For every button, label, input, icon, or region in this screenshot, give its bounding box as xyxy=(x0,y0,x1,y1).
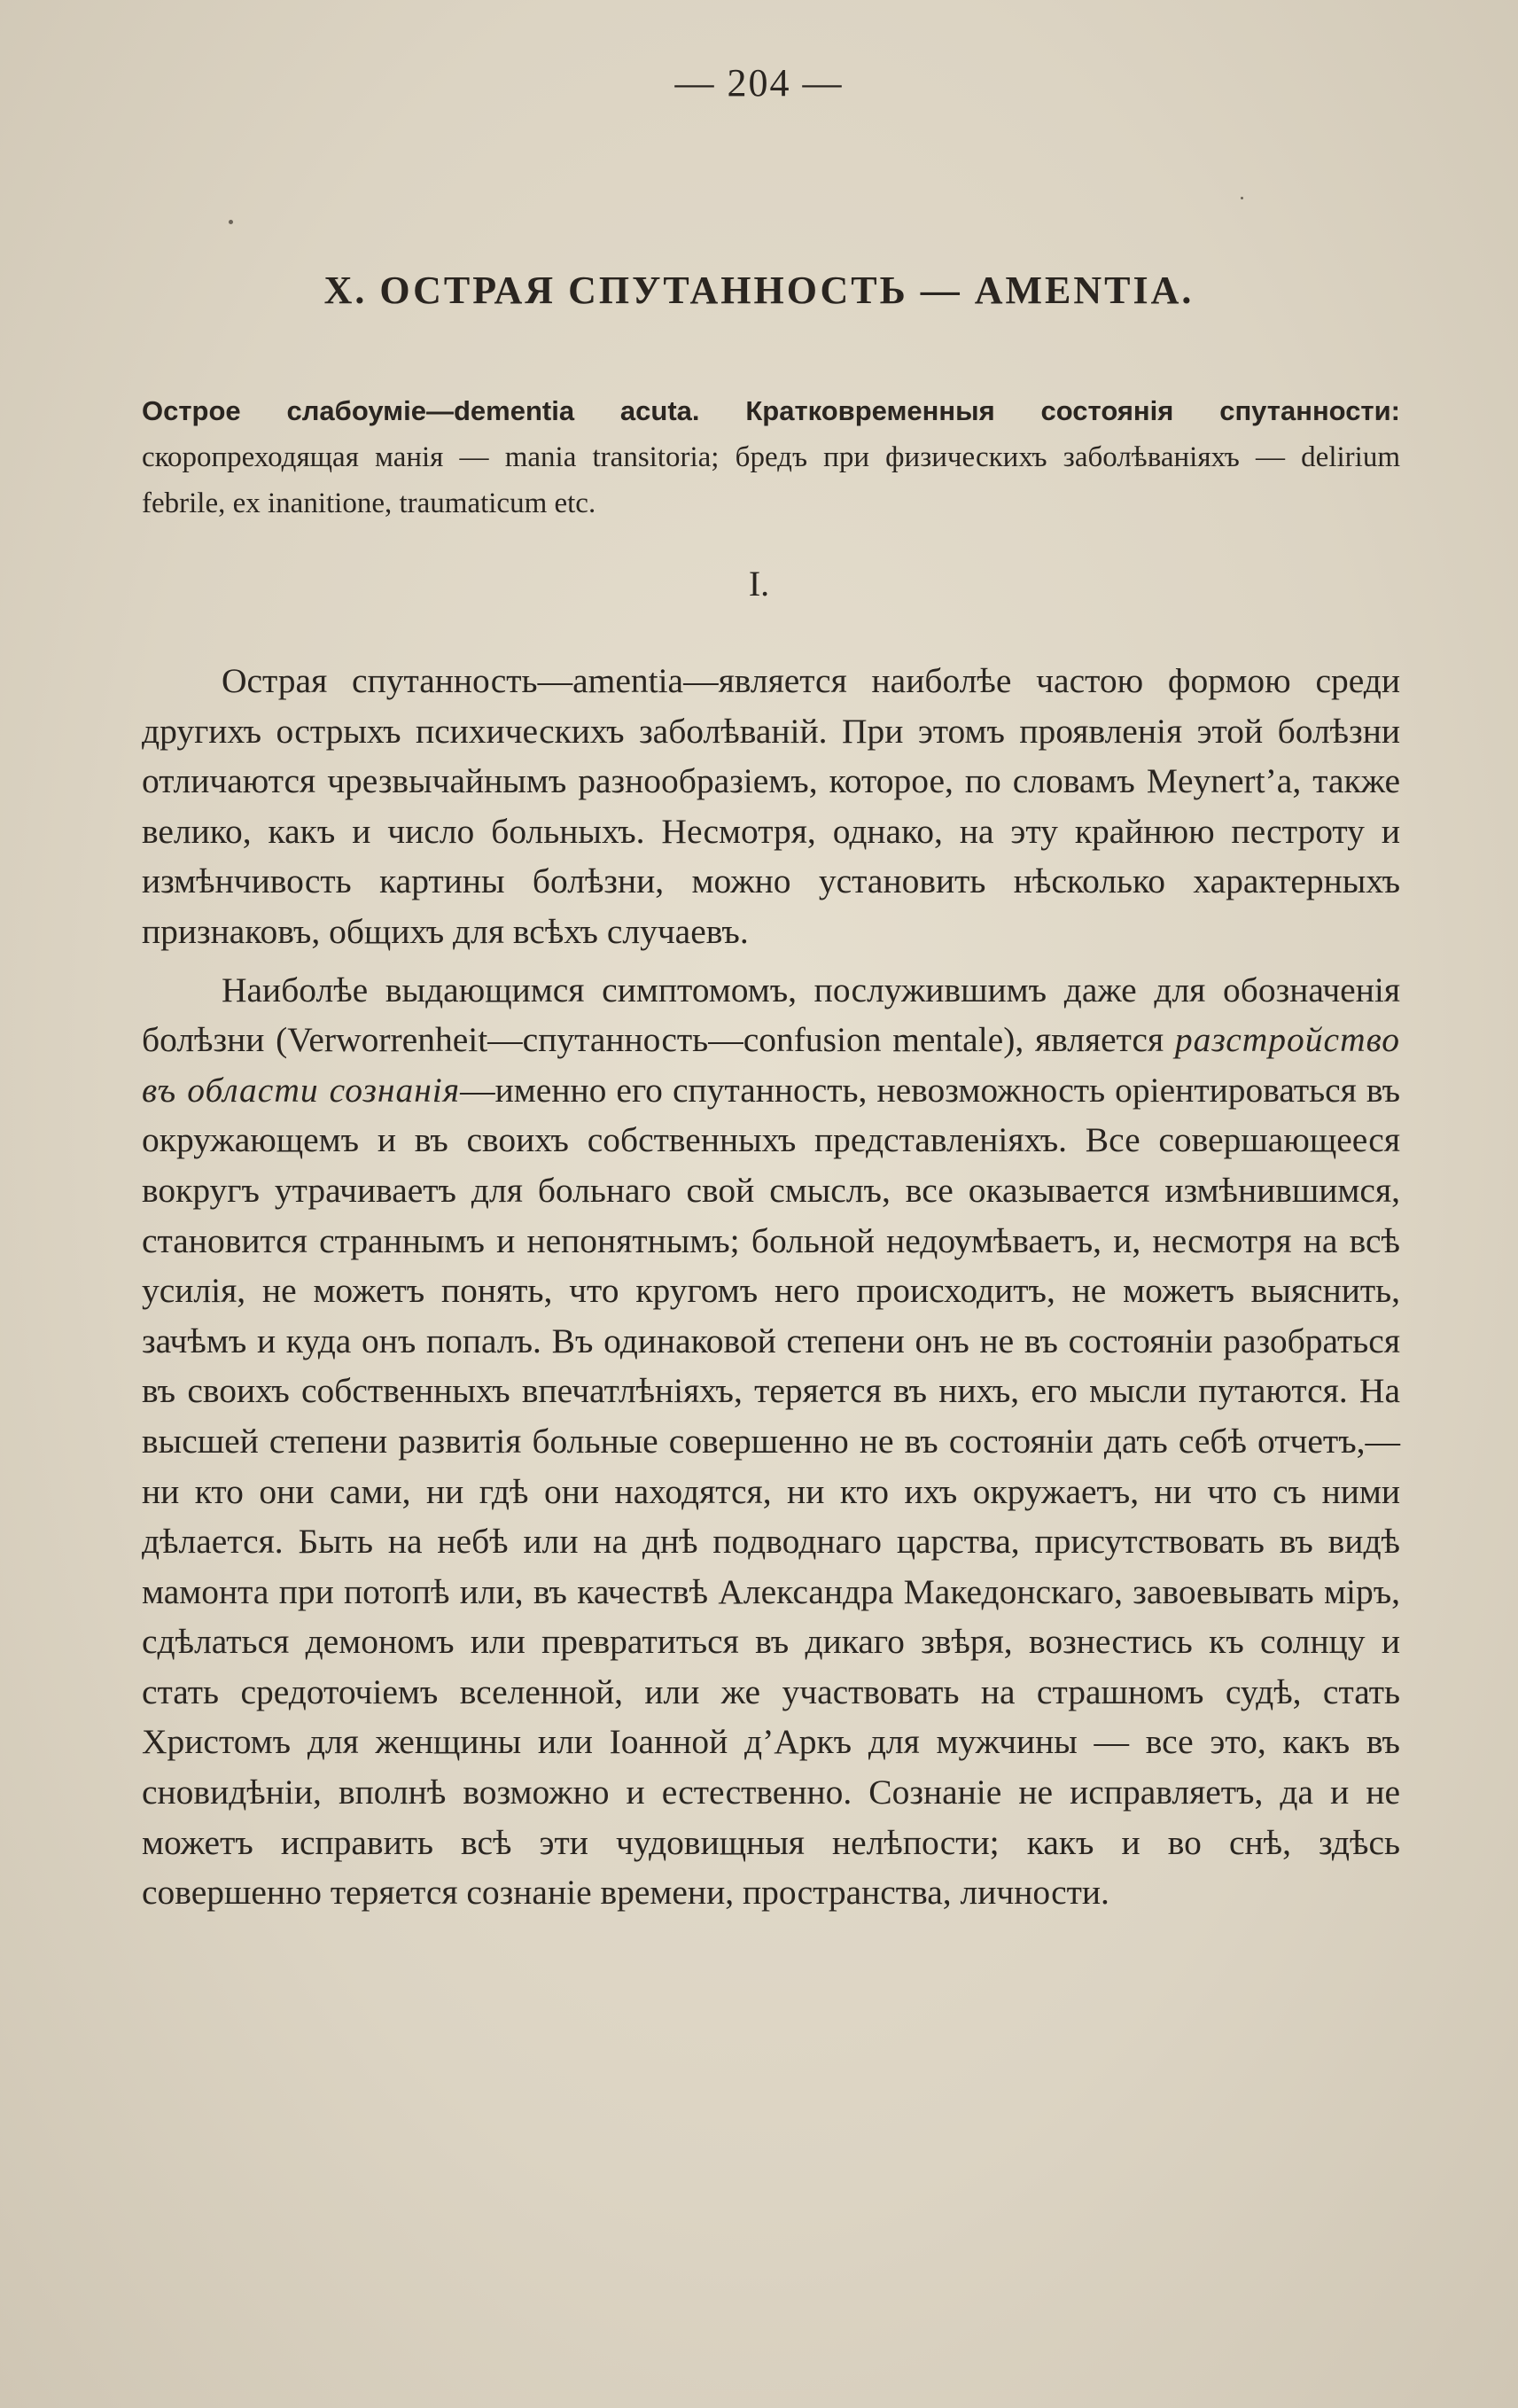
paper-speck xyxy=(1241,197,1243,199)
chapter-subtitle xyxy=(142,388,1400,526)
paragraph-1: Острая спутанность—amentia—является наиболѣе частою формою среди другихъ острыхъ психическихъ заболѣваній. При этомъ проявленія этой болѣзни отличаются чрезвычайнымъ разнообразіемъ, которое, по словамъ Meynert’a, также велико, какъ и число больныхъ. Несмотря, однако, на эту крайнюю пестроту и измѣнчивость картины болѣзни, можно установить нѣсколько характерныхъ признаковъ, общихъ для всѣхъ случаевъ. xyxy=(142,661,1400,951)
subtitle-regular-part: скоропреходящая манія — mania transitoria; бредъ при физическихъ заболѣваніяхъ — delirium febrile, ex inanitione, traumaticum etc. xyxy=(142,441,1400,519)
chapter-title: X. ОСТРАЯ СПУТАННОСТЬ — AMENTIA. xyxy=(323,269,1195,312)
body-text xyxy=(142,656,1400,1918)
paragraph-2-emphasis: разстройство въ области сознанія xyxy=(142,1020,1400,1110)
paragraph-2-rest: —именно его спутанность, невозможность оріентироваться въ окружающемъ и въ своихъ собственныхъ представленіяхъ. Все совершающееся вокругъ утрачиваетъ для больнаго свой смыслъ, все оказывается измѣнившимся, становится страннымъ и непонятнымъ; больной недоумѣваетъ, и, несмотря на всѣ усилія, не можетъ понять, что кругомъ него происходитъ, не можетъ выяснить, зачѣмъ и куда онъ попалъ. Въ одинаковой степени онъ не въ состояніи разобраться въ своихъ собственныхъ впечатлѣніяхъ, теряется въ нихъ, его мысли путаются. На высшей степени развитія больные совершенно не въ состояніи дать себѣ отчетъ,—ни кто они сами, ни гдѣ они находятся, ни кто ихъ окружаетъ, ни что съ ними дѣлается. Быть на небѣ или на днѣ подводнаго царства, присутствовать въ видѣ мамонта при потопѣ или, въ качествѣ Александра Македонскаго, завоевывать міръ, сдѣлаться демономъ или превратиться въ дикаго звѣря, вознестись къ солнцу и стать средоточіемъ вселенной, или же участвовать на страшномъ судѣ, стать Христомъ для женщины или Іоанной д’Аркъ для мужчины — все это, какъ въ сновидѣніи, вполнѣ возможно и естественно. Сознаніе не исправляетъ, да и не можетъ исправить всѣ эти чудовищныя нелѣпости; какъ и во снѣ, здѣсь совершенно теряется сознаніе времени, пространства, личности. xyxy=(142,1070,1401,1913)
paragraph-2-start: Наиболѣе выдающимся симптомомъ, послужившимъ даже для обозначенія болѣзни (Verworrenheit—спутанность—confusion mentale), является xyxy=(142,970,1400,1060)
subtitle-bold-part: Острое слабоуміе—dementia acuta. Кратковременныя состоянія спутанности: xyxy=(142,395,1400,426)
section-number: I. xyxy=(748,564,770,604)
paragraph-2 xyxy=(142,965,1400,1918)
page-number: — 204 — xyxy=(674,61,844,105)
paper-speck xyxy=(229,220,233,224)
